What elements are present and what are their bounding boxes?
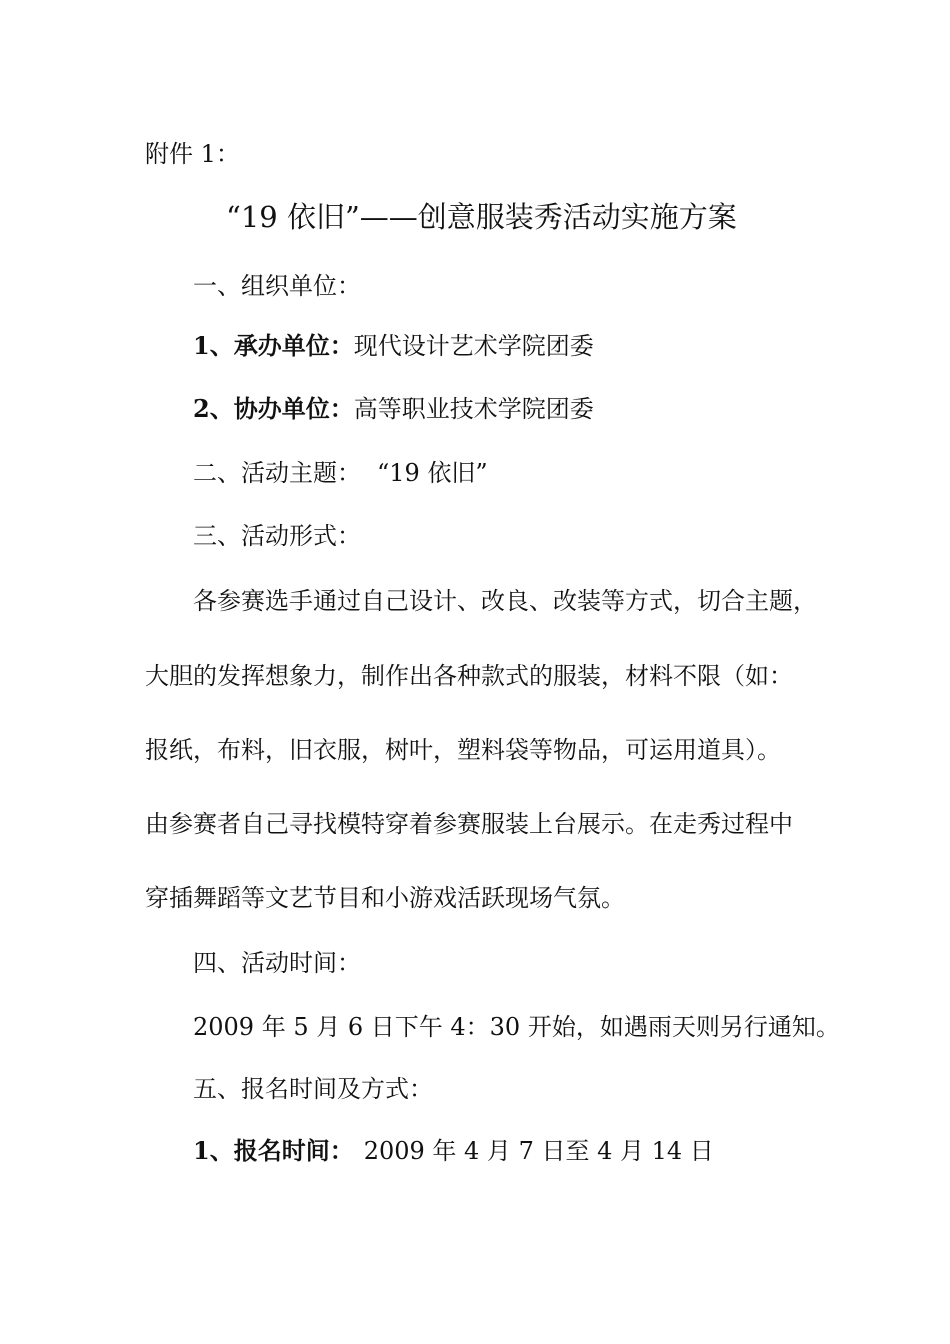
form-paragraph-line: 报纸，布料，旧衣服，树叶，塑料袋等物品，可运用道具）。: [145, 736, 781, 764]
form-paragraph-line: 由参赛者自己寻找模特穿着参赛服装上台展示。在走秀过程中: [145, 810, 793, 838]
form-paragraph-line: 穿插舞蹈等文艺节目和小游戏活跃现场气氛。: [145, 884, 625, 912]
section-1-heading: 一、组织单位：: [193, 272, 361, 300]
theme-row: [193, 458, 488, 488]
form-paragraph-line: 大胆的发挥想象力，制作出各种款式的服装，材料不限（如：: [145, 662, 793, 690]
event-time-value: 2009 年 5 月 6 日下午 4：30 开始，如遇雨天则另行通知。: [193, 1013, 840, 1041]
attachment-label: 附件 1：: [145, 140, 240, 168]
section-3-heading: 三、活动形式：: [193, 522, 361, 550]
registration-time-row: [193, 1136, 714, 1166]
organizer-label: 1、承办单位：: [193, 331, 354, 360]
section-4-heading: 四、活动时间：: [193, 949, 361, 977]
form-paragraph-line: 各参赛选手通过自己设计、改良、改装等方式，切合主题，: [193, 587, 817, 615]
document-title: “19 依旧”——创意服装秀活动实施方案: [226, 200, 737, 234]
organizer-value: 现代设计艺术学院团委: [353, 332, 594, 360]
co-organizer-row: [193, 394, 594, 424]
theme-value: “19 依旧”: [377, 459, 488, 487]
section-5-heading: 五、报名时间及方式：: [193, 1075, 433, 1103]
co-organizer-label: 2、协办单位：: [193, 394, 354, 423]
registration-time-label: 1、报名时间：: [193, 1136, 354, 1165]
organizer-row: [193, 331, 594, 361]
registration-time-value: 2009 年 4 月 7 日至 4 月 14 日: [363, 1137, 714, 1165]
co-organizer-value: 高等职业技术学院团委: [353, 395, 594, 423]
section-2-heading: 二、活动主题：: [193, 459, 361, 487]
